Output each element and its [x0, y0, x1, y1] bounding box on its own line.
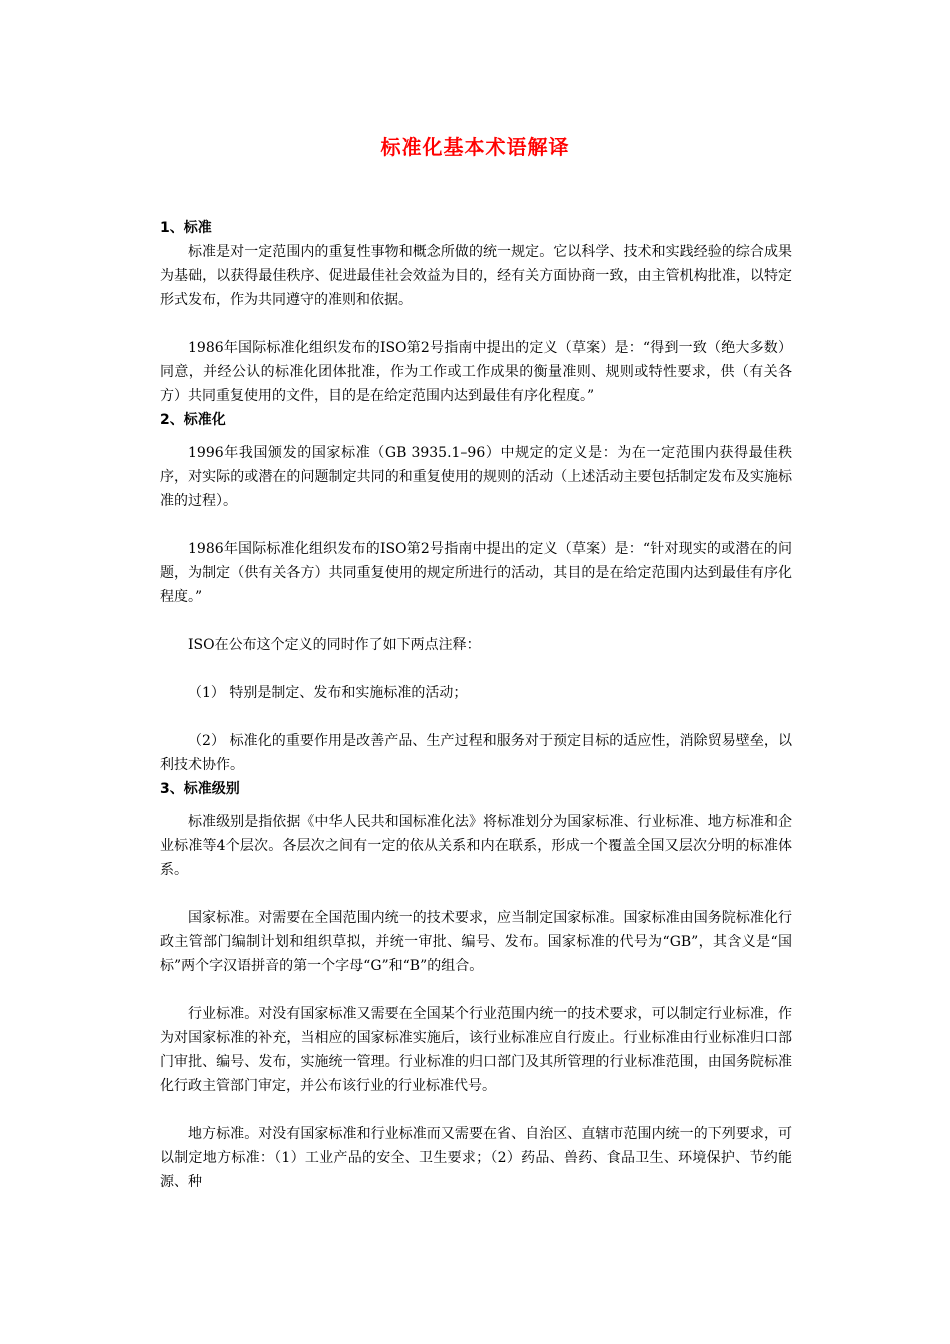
page-title: 标准化基本术语解译	[380, 135, 570, 159]
section-heading-standard: 1、标准	[160, 220, 212, 236]
paragraph: 行业标准。对没有国家标准又需要在全国某个行业范围内统一的技术要求，可以制定行业标准，作为对国家标准的补充，当相应的国家标准实施后，该行业标准应自行废止。行业标准由行业标准归口部门审批、编号、发布，实施统一管理。行业标准的归口部门及其所管理的行业标准范围，由国务院标准化行政主管部门审定，并公布该行业的行业标准代号。	[160, 1006, 792, 1094]
paragraph: 地方标准。对没有国家标准和行业标准而又需要在省、自治区、直辖市范围内统一的下列要求，可以制定地方标准：（1）工业产品的安全、卫生要求；（2）药品、兽药、食品卫生、环境保护、节约能源、种	[160, 1126, 792, 1190]
paragraph: （1） 特别是制定、发布和实施标准的活动；	[188, 685, 468, 701]
paragraph: 国家标准。对需要在全国范围内统一的技术要求，应当制定国家标准。国家标准由国务院标准化行政主管部门编制计划和组织草拟，并统一审批、编号、发布。国家标准的代号为“GB”，其含义是“国标”两个字汉语拼音的第一个字母“G”和“B”的组合。	[160, 910, 792, 974]
section-heading-standardization: 2、标准化	[160, 412, 226, 428]
paragraph: 1986年国际标准化组织发布的ISO第2号指南中提出的定义（草案）是：“针对现实的或潜在的问题，为制定（供有关各方）共同重复使用的规定所进行的活动，其目的是在给定范围内达到最佳有序化程度。”	[160, 541, 792, 605]
paragraph: ISO在公布这个定义的同时作了如下两点注释：	[188, 637, 481, 653]
paragraph: 标准级别是指依据《中华人民共和国标准化法》将标准划分为国家标准、行业标准、地方标准和企业标准等4个层次。各层次之间有一定的依从关系和内在联系，形成一个覆盖全国又层次分明的标准体系。	[160, 814, 792, 878]
section-heading-standard-levels: 3、标准级别	[160, 781, 240, 797]
paragraph: 1996年我国颁发的国家标准（GB 3935.1–96）中规定的定义是：为在一定范围内获得最佳秩序，对实际的或潜在的问题制定共同的和重复使用的规则的活动（上述活动主要包括制定发布及实施标准的过程）。	[160, 445, 792, 509]
document-body	[160, 216, 792, 1194]
paragraph: 标准是对一定范围内的重复性事物和概念所做的统一规定。它以科学、技术和实践经验的综合成果为基础，以获得最佳秩序、促进最佳社会效益为目的，经有关方面协商一致，由主管机构批准，以特定形式发布，作为共同遵守的准则和依据。	[160, 244, 792, 308]
paragraph: 1986年国际标准化组织发布的ISO第2号指南中提出的定义（草案）是：“得到一致（绝大多数）同意，并经公认的标准化团体批准，作为工作或工作成果的衡量准则、规则或特性要求，供（有关各方）共同重复使用的文件，目的是在给定范围内达到最佳有序化程度。”	[160, 340, 792, 404]
paragraph: （2） 标准化的重要作用是改善产品、生产过程和服务对于预定目标的适应性，消除贸易壁垒，以利技术协作。	[160, 733, 792, 773]
